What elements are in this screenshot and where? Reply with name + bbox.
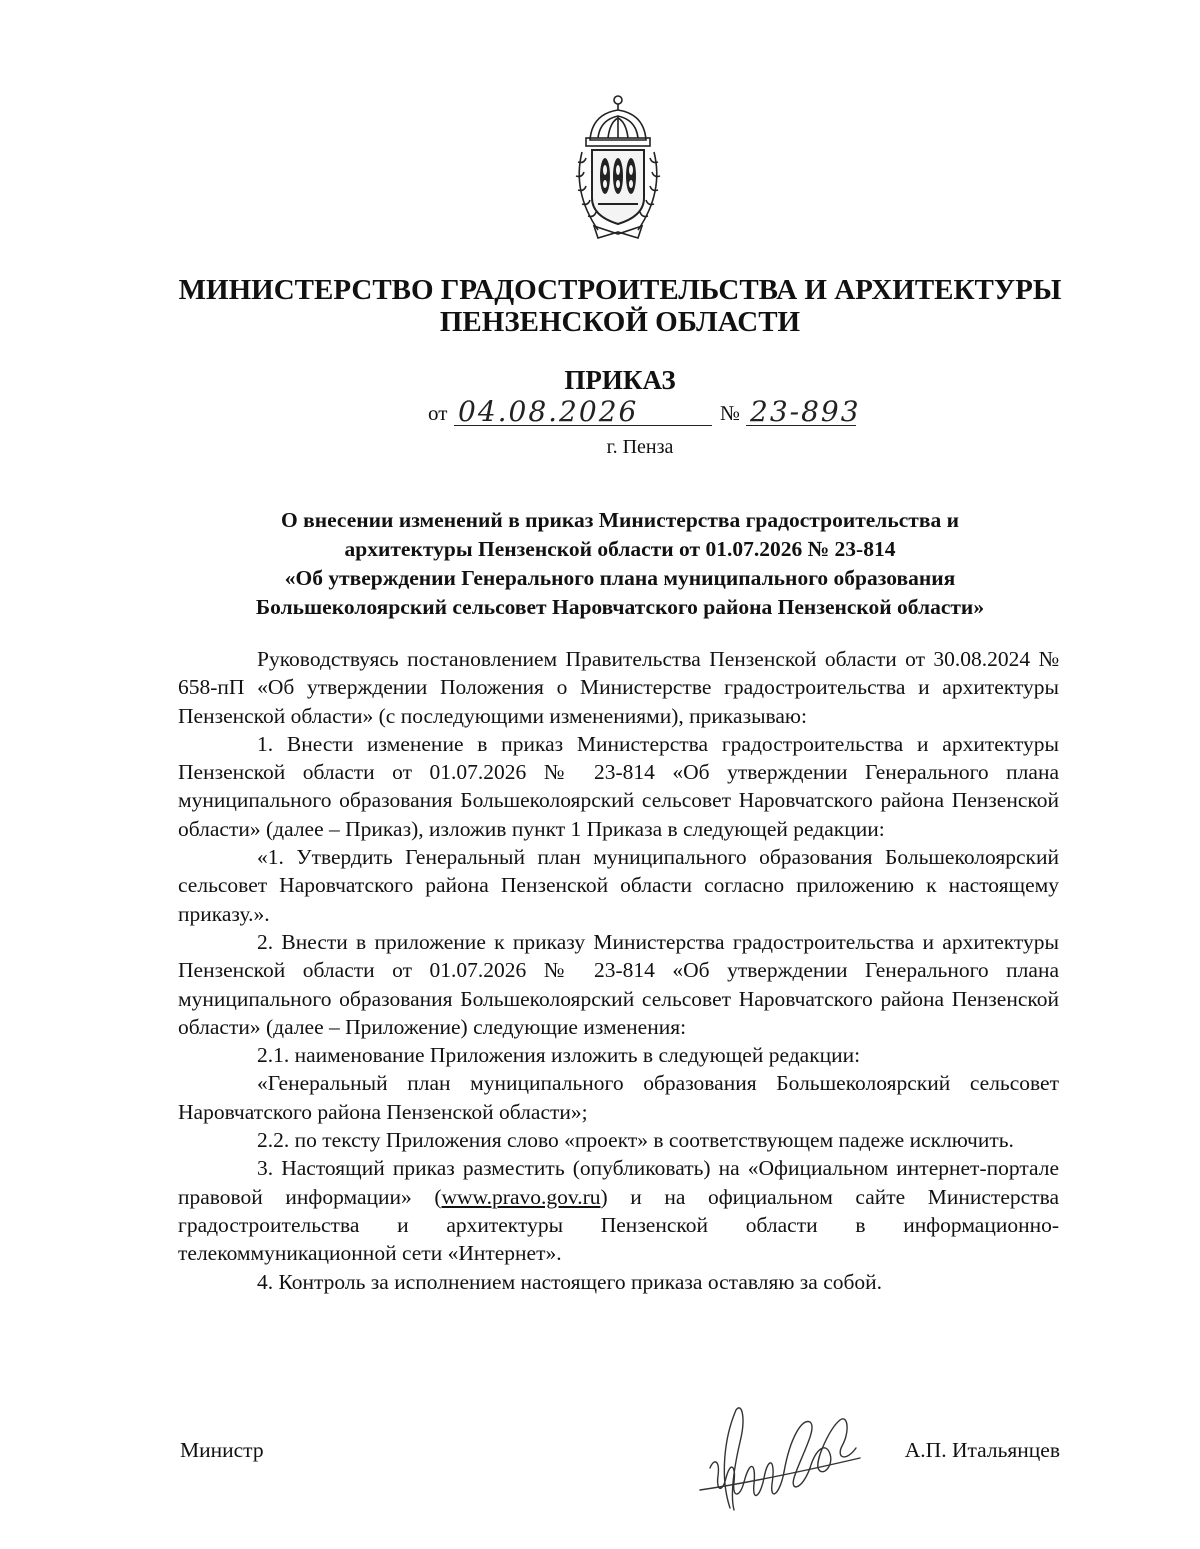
paragraph-item-2-1: 2.1. наименование Приложения изложить в следующей редакции: <box>257 1043 861 1068</box>
handwritten-signature-icon <box>690 1398 865 1516</box>
pravo-gov-link[interactable]: www.pravo.gov.ru <box>441 1184 601 1209</box>
order-title: ПРИКАЗ <box>564 365 676 395</box>
paragraph-preamble: Руководствуясь постановлением Правительства Пензенской области от 30.08.2024 № 658-пП «Об утверждении Положения о Министерстве градостроительства и архитектуры Пензенской области» (с последующими изменениями), приказываю: <box>178 647 1059 728</box>
subject-line4: Большеколоярский сельсовет Наровчатского района Пензенской области» <box>255 595 985 619</box>
date-prefix: от <box>428 401 448 425</box>
paragraph-item-2: 2. Внести в приложение к приказу Министерства градостроительства и архитектуры Пензенской области от 01.07.2026 № 23-814 «Об утверждении Генерального плана муниципального образования Большеколоярский сельсовет Наровчатского района Пензенской области» (далее – Приложение) следующие изменения: <box>178 929 1059 1039</box>
date-value: 04.08.2026 <box>458 395 639 428</box>
paragraph-item-3-before: 3. Настоящий приказ разместить (опубликовать) на «Официальном интернет-портале правовой информации» ( <box>178 1156 1059 1209</box>
number-value: 23-893 <box>750 395 861 428</box>
paragraph-item-3-after: ) и на официальном сайте Министерства градостроительства и архитектуры Пензенской области в информационно-телекоммуникационной сети «Интернет». <box>178 1184 1060 1266</box>
ministry-name-line2: ПЕНЗЕНСКОЙ ОБЛАСТИ <box>439 306 801 338</box>
subject-line3: «Об утверждении Генерального плана муниципального образования <box>284 566 956 590</box>
city: г. Пенза <box>606 436 674 458</box>
number-prefix: № <box>720 401 741 425</box>
order-date-number <box>428 396 898 430</box>
subject-line1: О внесении изменений в приказ Министерства градостроительства и <box>281 508 959 532</box>
signer-name: А.П. Итальянцев <box>904 1438 1060 1462</box>
paragraph-item-4: 4. Контроль за исполнением настоящего приказа оставляю за собой. <box>257 1269 883 1294</box>
order-body <box>178 645 1059 1296</box>
paragraph-item-1-text: «1. Утвердить Генеральный план муниципального образования Большеколоярский сельсовет Наровчатского района Пензенской области согласно приложению к настоящему приказу.». <box>178 845 1059 926</box>
paragraph-item-1: 1. Внести изменение в приказ Министерства градостроительства и архитектуры Пензенской области от 01.07.2026 № 23-814 «Об утверждении Генерального плана муниципального образования Большеколоярский сельсовет Наровчатского района Пензенской области» (далее – Приказ), изложив пункт 1 Приказа в следующей редакции: <box>178 731 1059 841</box>
subject-line2: архитектуры Пензенской области от 01.07.2026 № 23-814 <box>344 537 896 561</box>
ministry-name <box>160 274 1080 338</box>
ministry-name-line1: МИНИСТЕРСТВО ГРАДОСТРОИТЕЛЬСТВА И АРХИТЕКТУРЫ <box>178 274 1062 306</box>
penza-region-coat-of-arms-icon <box>568 92 668 240</box>
order-subject <box>175 506 1065 622</box>
signer-title: Министр <box>180 1438 264 1462</box>
paragraph-item-2-1-text: «Генеральный план муниципального образования Большеколоярский сельсовет Наровчатского района Пензенской области»; <box>178 1071 1059 1124</box>
paragraph-item-3 <box>178 1154 1059 1267</box>
paragraph-item-2-2: 2.2. по тексту Приложения слово «проект» в соответствующем падеже исключить. <box>257 1128 1014 1153</box>
